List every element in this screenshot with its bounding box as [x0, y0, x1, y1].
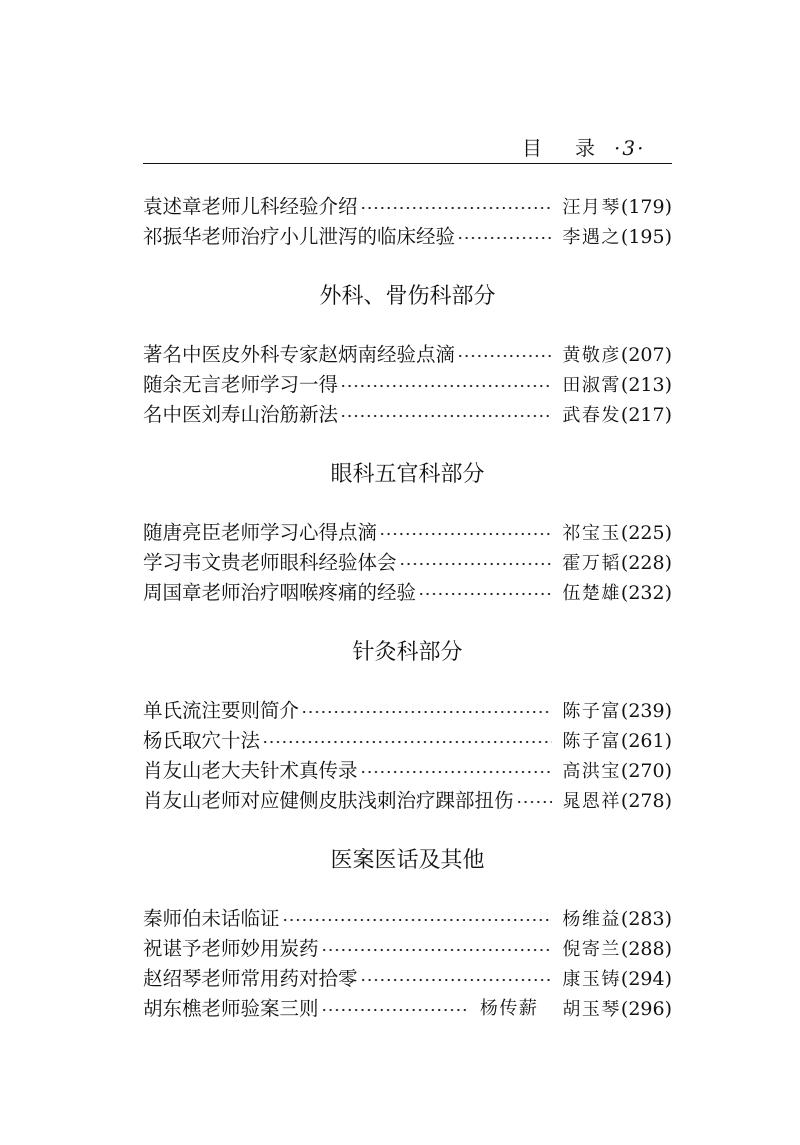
section-heading: 针灸科部分	[352, 640, 463, 665]
toc-entry	[143, 518, 672, 548]
entry-reference	[562, 934, 672, 965]
entry-page: (217)	[620, 403, 672, 426]
entry-author: 陈子富	[562, 700, 621, 722]
entry-author: 胡玉琴	[562, 998, 621, 1020]
dot-leader	[399, 548, 553, 578]
entry-page: (270)	[620, 759, 672, 782]
entry-page: (288)	[620, 937, 672, 960]
entry-reference	[562, 548, 672, 579]
page-number: ·3·	[614, 136, 646, 160]
dot-leader	[360, 964, 553, 994]
toc-entry	[143, 548, 672, 578]
toc-section	[143, 282, 672, 430]
toc-entry	[143, 726, 672, 756]
toc-entry	[143, 934, 672, 964]
entry-reference	[562, 370, 672, 401]
dot-leader	[340, 400, 552, 430]
entry-reference	[562, 904, 672, 935]
entry-reference	[562, 994, 672, 1025]
toc-entry	[143, 400, 672, 430]
entry-author: 田淑霄	[562, 374, 621, 396]
entry-author: 汪月琴	[562, 196, 621, 218]
entry-author: 康玉铸	[562, 968, 621, 990]
toc-section	[143, 460, 672, 608]
entry-title: 赵绍琴老师常用药对拾零	[143, 967, 358, 990]
dot-leader	[340, 370, 552, 400]
section-heading: 眼科五官科部分	[330, 462, 485, 487]
entry-page: (232)	[620, 581, 672, 604]
toc-section-continued	[143, 192, 672, 252]
entry-title: 单氏流注要则简介	[143, 699, 300, 722]
dot-leader	[360, 192, 553, 222]
entry-title: 杨氏取穴十法	[143, 729, 261, 752]
entry-co-author: 杨传薪	[479, 998, 539, 1019]
entry-author: 晁恩祥	[562, 790, 621, 812]
entry-reference	[562, 786, 672, 817]
toc-entry	[143, 756, 672, 786]
dot-leader	[262, 726, 552, 756]
entry-page: (294)	[620, 967, 672, 990]
toc-entry	[143, 904, 672, 934]
toc-entry	[143, 222, 672, 252]
entry-title: 袁述章老师儿科经验介绍	[143, 195, 358, 218]
entry-page: (207)	[620, 343, 672, 366]
table-of-contents	[143, 192, 672, 1024]
entry-author: 高洪宝	[562, 760, 621, 782]
dot-leader	[457, 222, 552, 252]
entry-title: 著名中医皮外科专家赵炳南经验点滴	[143, 343, 456, 366]
entry-author: 杨维益	[562, 908, 621, 930]
entry-page: (278)	[620, 789, 672, 812]
entry-page: (296)	[620, 997, 672, 1020]
toc-entry	[143, 340, 672, 370]
entry-title: 学习韦文贵老师眼科经验体会	[143, 551, 397, 574]
entry-page: (283)	[620, 907, 672, 930]
entry-title: 祁振华老师治疗小儿泄泻的临床经验	[143, 225, 456, 248]
entry-page: (261)	[620, 729, 672, 752]
entry-title: 胡东樵老师验案三则	[143, 997, 319, 1020]
entry-reference	[562, 756, 672, 787]
dot-leader	[379, 518, 552, 548]
toc-entry	[143, 578, 672, 608]
entry-author: 霍万韬	[562, 552, 621, 574]
entry-author: 武春发	[562, 404, 621, 426]
entry-reference	[562, 340, 672, 371]
toc-entry	[143, 370, 672, 400]
entry-page: (228)	[620, 551, 672, 574]
entry-reference	[562, 400, 672, 431]
entry-page: (239)	[620, 699, 672, 722]
entry-title: 祝谌予老师妙用炭药	[143, 937, 319, 960]
entry-reference	[562, 726, 672, 757]
entry-title: 肖友山老师对应健侧皮肤浅刺治疗踝部扭伤	[143, 789, 514, 812]
section-heading: 医案医话及其他	[330, 848, 485, 873]
entry-author: 伍楚雄	[562, 582, 621, 604]
toc-entry	[143, 786, 672, 816]
toc-entry	[143, 696, 672, 726]
entry-author: 黄敬彦	[562, 344, 621, 366]
header-rule	[143, 163, 672, 164]
running-head-char-1: 目	[522, 136, 542, 160]
entry-title: 随余无言老师学习一得	[143, 373, 339, 396]
entry-reference	[562, 696, 672, 727]
dot-leader	[321, 934, 553, 964]
entry-title: 随唐亮臣老师学习心得点滴	[143, 521, 378, 544]
entry-reference	[562, 964, 672, 995]
entry-author: 李遇之	[562, 226, 621, 248]
entry-title: 名中医刘寿山治筋新法	[143, 403, 339, 426]
dot-leader	[321, 994, 470, 1024]
entry-author: 祁宝玉	[562, 522, 621, 544]
toc-section	[143, 638, 672, 816]
dot-leader	[516, 786, 553, 816]
entry-page: (225)	[620, 521, 672, 544]
entry-author: 陈子富	[562, 730, 621, 752]
entry-title: 周国章老师治疗咽喉疼痛的经验	[143, 581, 417, 604]
entry-page: (213)	[620, 373, 672, 396]
running-head-char-2: 录	[575, 136, 595, 160]
entry-reference	[562, 578, 672, 609]
entry-reference	[562, 222, 672, 253]
entry-title: 肖友山老大夫针术真传录	[143, 759, 358, 782]
toc-section	[143, 846, 672, 1024]
toc-entry	[143, 964, 672, 994]
entry-title: 秦师伯未话临证	[143, 907, 280, 930]
dot-leader	[457, 340, 552, 370]
entry-author: 倪寄兰	[562, 938, 621, 960]
entry-reference	[562, 192, 672, 223]
dot-leader	[301, 696, 552, 726]
entry-page: (179)	[620, 195, 672, 218]
dot-leader	[360, 756, 553, 786]
section-heading: 外科、骨伤科部分	[319, 284, 496, 309]
toc-entry	[143, 994, 672, 1024]
dot-leader	[418, 578, 552, 608]
entry-reference	[562, 518, 672, 549]
toc-entry	[143, 192, 672, 222]
dot-leader	[282, 904, 553, 934]
entry-page: (195)	[620, 225, 672, 248]
